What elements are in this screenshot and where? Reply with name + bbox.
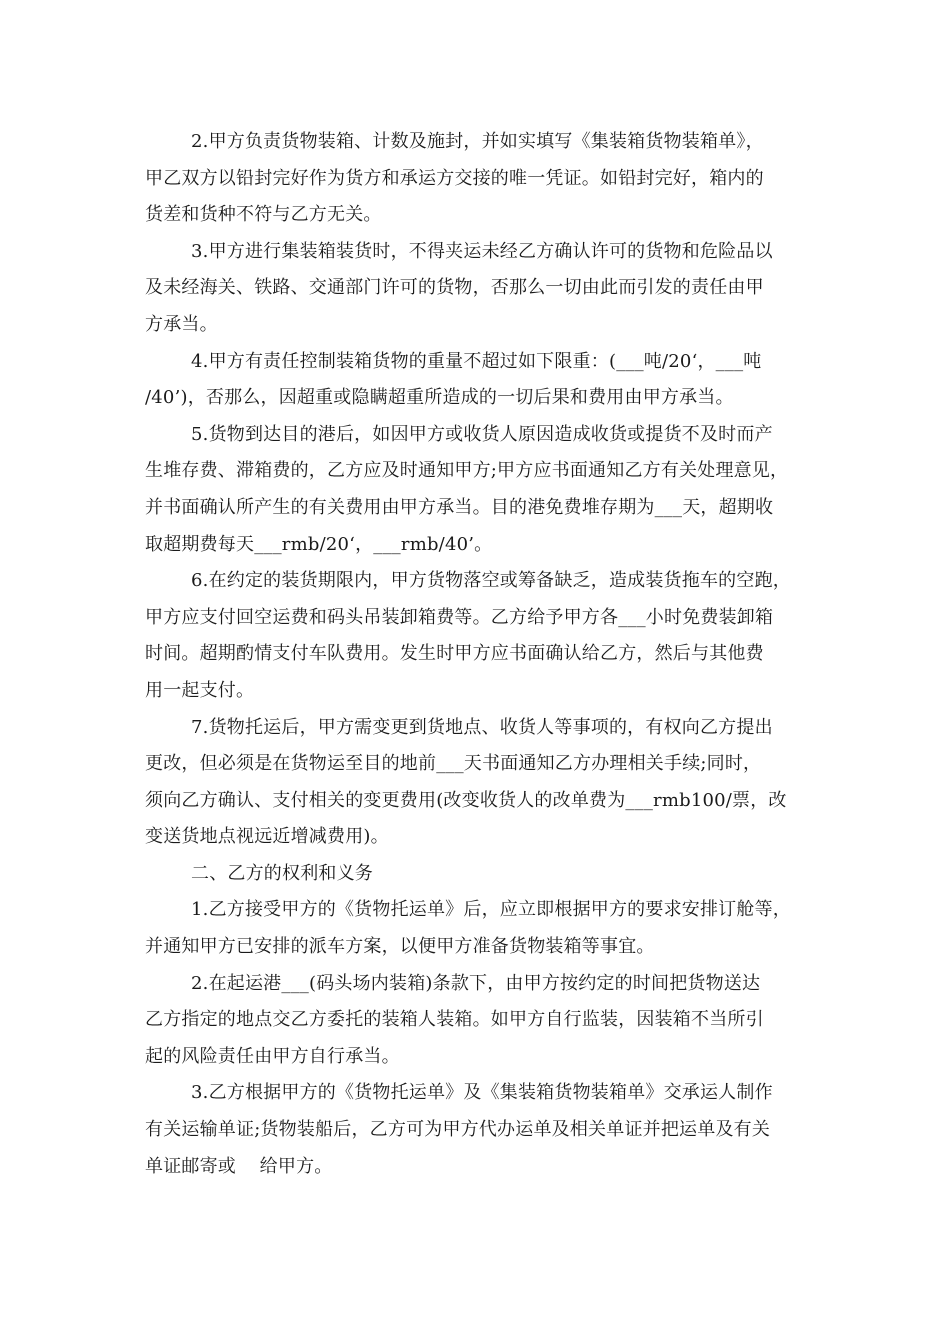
- text-line: 4.甲方有责任控制装箱货物的重量不超过如下限重：(___吨/20‘，___吨: [191, 350, 762, 372]
- text-line: 二、乙方的权利和义务: [191, 862, 373, 884]
- text-line: 用一起支付。: [145, 679, 255, 701]
- text-line: 1.乙方接受甲方的《货物托运单》后，应立即根据甲方的要求安排订舱等，: [191, 899, 791, 921]
- text-line: 有关运输单证;货物装船后，乙方可为甲方代办运单及相关单证并把运单及有关: [145, 1119, 771, 1141]
- text-line: 单证邮寄或 给甲方。: [145, 1155, 333, 1177]
- text-line: 6.在约定的装货期限内，甲方货物落空或筹备缺乏，造成装货拖车的空跑，: [191, 570, 791, 592]
- text-line: 方承当。: [145, 313, 218, 335]
- paragraph-6: [145, 563, 835, 709]
- paragraph-2: [145, 124, 835, 234]
- text-line: 甲方应支付回空运费和码头吊装卸箱费等。乙方给予甲方各___小时免费装卸箱: [145, 606, 774, 628]
- text-line: 2.在起运港___(码头场内装箱)条款下，由甲方按约定的时间把货物送达: [191, 972, 761, 994]
- text-line: 货差和货种不符与乙方无关。: [145, 204, 382, 226]
- paragraph-3: [145, 234, 835, 344]
- text-line: 2.甲方负责货物装箱、计数及施封，并如实填写《集装箱货物装箱单》，: [191, 131, 764, 152]
- text-line: /40’)，否那么，因超重或隐瞒超重所造成的一切后果和费用由甲方承当。: [145, 387, 734, 409]
- paragraph-b2: [145, 966, 835, 1076]
- text-line: 并书面确认所产生的有关费用由甲方承当。目的港免费堆存期为___天，超期收: [145, 496, 774, 518]
- paragraph-4: [145, 344, 835, 417]
- text-line: 生堆存费、滞箱费的，乙方应及时通知甲方;甲方应书面通知乙方有关处理意见，: [145, 460, 789, 482]
- paragraph-b3: [145, 1075, 835, 1185]
- text-line: 及未经海关、铁路、交通部门许可的货物，否那么一切由此而引发的责任由甲: [145, 277, 764, 299]
- paragraph-b1: [145, 892, 835, 965]
- document-page: [145, 124, 835, 1185]
- paragraph-7: [145, 710, 835, 856]
- text-line: 时间。超期酌情支付车队费用。发生时甲方应书面确认给乙方，然后与其他费: [145, 643, 764, 665]
- paragraph-5: [145, 417, 835, 563]
- text-line: 须向乙方确认、支付相关的变更费用(改变收货人的改单费为___rmb100/票，改: [145, 789, 787, 811]
- text-line: 并通知甲方已安排的派车方案，以便甲方准备货物装箱等事宜。: [145, 936, 655, 958]
- section-heading: [145, 856, 835, 893]
- text-line: 5.货物到达目的港后，如因甲方或收货人原因造成收货或提货不及时而产: [191, 423, 773, 445]
- text-line: 甲乙双方以铅封完好作为货方和承运方交接的唯一凭证。如铅封完好，箱内的: [145, 167, 764, 189]
- text-line: 3.乙方根据甲方的《货物托运单》及《集装箱货物装箱单》交承运人制作: [191, 1082, 773, 1104]
- text-line: 乙方指定的地点交乙方委托的装箱人装箱。如甲方自行监装，因装箱不当所引: [145, 1009, 764, 1031]
- text-line: 取超期费每天___rmb/20‘，___rmb/40’。: [145, 533, 493, 555]
- text-line: 起的风险责任由甲方自行承当。: [145, 1045, 400, 1067]
- text-line: 变送货地点视远近增减费用)。: [145, 826, 389, 848]
- text-line: 7.货物托运后，甲方需变更到货地点、收货人等事项的，有权向乙方提出: [191, 716, 773, 738]
- text-line: 更改，但必须是在货物运至目的地前___天书面通知乙方办理相关手续;同时，: [145, 753, 762, 775]
- text-line: 3.甲方进行集装箱装货时，不得夹运未经乙方确认许可的货物和危险品以: [191, 240, 773, 262]
